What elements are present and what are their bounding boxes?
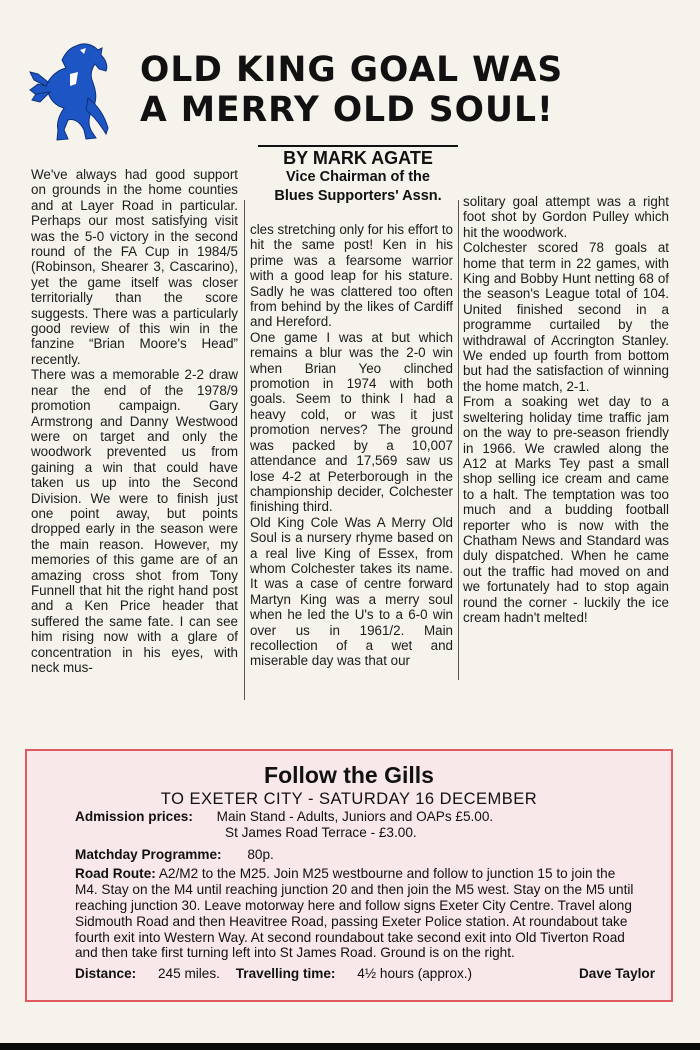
route-label: Road Route: [75, 866, 156, 882]
programme-row [75, 847, 635, 863]
admission-label: Admission prices: [75, 809, 193, 824]
byline-rule [258, 145, 458, 147]
paragraph: solitary goal attempt was a right foot shot by Gordon Pulley which hit the woodwork. [463, 194, 669, 240]
programme-value: 80p. [247, 846, 274, 862]
time-label: Travelling time: [235, 966, 336, 982]
programme-label: Matchday Programme: [75, 846, 222, 862]
paragraph: cles stretching only for his effort to hit the same post! Ken in his prime was a fearsome warrior with a good leap for his stature. Sadly he was clattered too often from behind by the likes of Cardiff and Hereford. [250, 222, 453, 330]
box-body [75, 807, 655, 982]
paragraph: From a soaking wet day to a sweltering holiday time traffic jam on the way to pre-season friendly in 1966. We crawled along the A12 at Marks Tey past a small shop selling ice cream and came to a halt. The temptation was too much and a budding football reporter who is now with the Chatham News and Standard was duly dispatched. When he came out the traffic had moved on and we fortunately had to stop again round the corner - luckily the ice cream hadn't melted! [463, 394, 669, 625]
admission-line-2: St James Road Terrace - £3.00. [225, 824, 417, 840]
box-subtitle: TO EXETER CITY - SATURDAY 16 DECEMBER [160, 790, 538, 808]
byline-role-2: Blues Supporters' Assn. [274, 188, 442, 204]
article-column-2 [250, 222, 453, 669]
box-author: Dave Taylor [578, 966, 655, 982]
article-column-1 [31, 167, 238, 675]
travel-info-box [25, 749, 673, 1002]
headline-line-1: OLD KING GOAL WAS [140, 50, 564, 90]
admission-line-1: Main Stand - Adults, Juniors and OAPs £5.00. [216, 809, 494, 824]
paragraph: Old King Cole Was A Merry Old Soul is a nursery rhyme based on a real live King of Essex, from whom Colchester takes its name. It was a case of centre forward Martyn King was a merry soul when he led the U's to a 6-0 win over us in 1961/2. Main recollection of a wet and miserable day was that our [250, 514, 453, 669]
distance-value: 245 miles. [157, 966, 220, 982]
time-value: 4½ hours (approx.) [357, 966, 473, 982]
bottom-bar [0, 1043, 700, 1050]
byline-role-1: Vice Chairman of the [286, 169, 430, 185]
distance-label: Distance: [75, 966, 137, 982]
article-headline [140, 50, 680, 130]
paragraph: One game I was at but which remains a blur was the 2-0 win when Brian Yeo clinched promotion in 1974 with both goals. Seem to think I had a heavy cold, or was it just promotion nerves? The ground was packed by a 10,007 attendance and 17,569 saw us lose 4-2 at Peterborough in the championship decider, Colchester finishing third. [250, 329, 453, 515]
column-divider [458, 200, 459, 680]
paragraph: We've always had good support on grounds in the home counties and at Layer Road in particular. Perhaps our most satisfying visit was the 5-0 victory in the second round of the FA Cup in 1984/5 (Robinson, Shearer 3, Cascarino), yet the game itself was closer territorially than the score suggests. There was a particularly good review of this win in the fanzine “Brian Moore's Head” recently. [31, 167, 238, 367]
byline [254, 148, 462, 206]
route-text: A2/M2 to the M25. Join M25 westbourne and follow to junction 15 to join the M4. Stay on the M4 until reaching junction 20 and then join the M5 west. Stay on the M5 until reaching junction 30. Leave motorway here and follow signs Exeter City Centre. Travel along Sidmouth Road and then Heavitree Road, passing Exeter Police station. At roundabout take fourth exit into Western Way. At second roundabout take second exit into Old Tiverton Road and then take first turning left into St James Road. Ground is on the right. [75, 866, 634, 961]
route-row [75, 866, 635, 961]
column-divider [244, 200, 245, 700]
paragraph: There was a memorable 2-2 draw near the end of the 1978/9 promotion campaign. Gary Armstrong and Danny Westwood were on target and only the woodwork prevented us from gaining a win that could have taken us up into the Second Division. We were to finish just one point away, but points dropped early in the season were the main reason. However, my memories of this game are of an amazing cross shot from Tony Funnell that hit the right hand post and a Ken Price header that suffered the same fate. I can see him rising now with a glare of concentration in his eyes, with neck mus- [31, 367, 238, 675]
box-title: Follow the Gills [264, 762, 434, 788]
headline-line-2: A MERRY OLD SOUL! [140, 90, 554, 130]
paragraph: Colchester scored 78 goals at home that term in 22 games, with King and Bobby Hunt netting 68 of the season's League total of 104. United finished second in a programme curtailed by the withdrawal of Accrington Stanley. We ended up fourth from bottom but had the satisfaction of winning the home match, 2-1. [463, 240, 669, 394]
byline-author: BY MARK AGATE [283, 148, 433, 168]
distance-row [75, 966, 655, 982]
article-column-3 [463, 194, 669, 625]
admission-row [75, 807, 635, 825]
rearing-horse-icon [26, 38, 116, 148]
